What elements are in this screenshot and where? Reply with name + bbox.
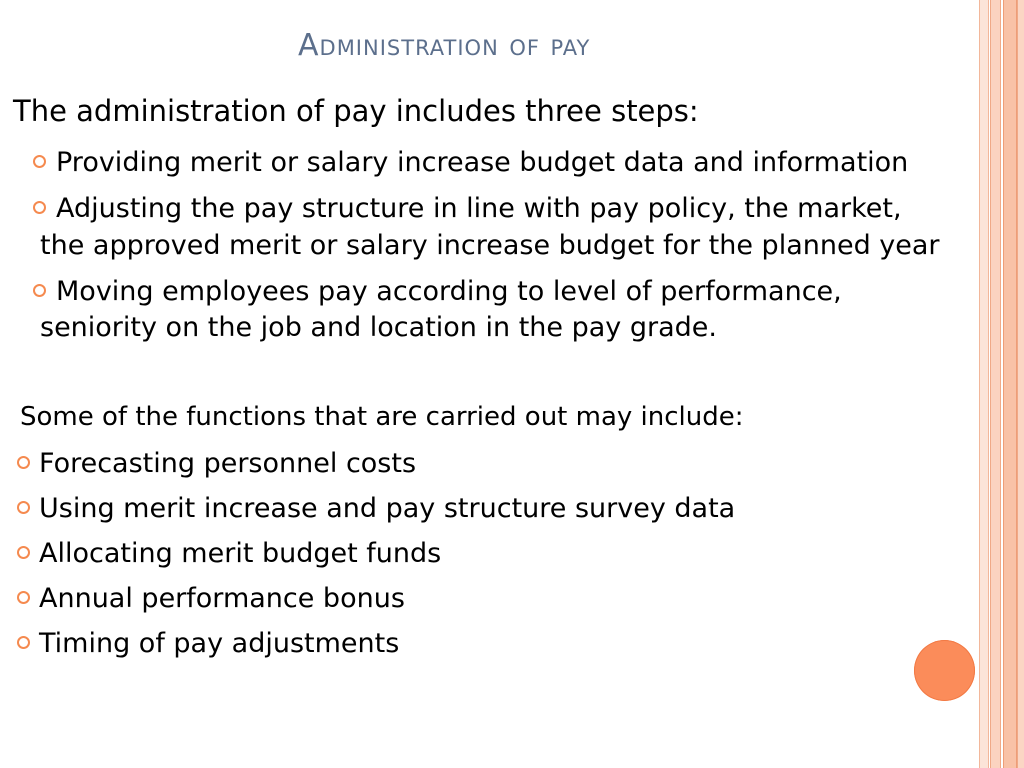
function-item [17, 446, 416, 482]
decorative-stripe [979, 0, 989, 768]
function-item [17, 626, 399, 662]
decorative-stripe [1003, 0, 1017, 768]
function-item [17, 536, 441, 572]
intro-text: The administration of pay includes three steps: [13, 94, 699, 128]
bullet-circle-icon [17, 591, 30, 604]
decorative-circle [914, 640, 975, 701]
functions-heading: Some of the functions that are carried out may include: [20, 402, 744, 432]
bullet-circle-icon [17, 501, 30, 514]
function-text: Using merit increase and pay structure survey data [39, 493, 736, 524]
function-text: Allocating merit budget funds [39, 538, 442, 569]
function-text: Timing of pay adjustments [39, 628, 400, 659]
function-item [17, 581, 405, 617]
step-item [33, 191, 902, 227]
bullet-circle-icon [17, 636, 30, 649]
step-text-continued: seniority on the job and location in the pay grade. [40, 312, 717, 343]
function-text: Annual performance bonus [39, 583, 405, 614]
bullet-circle-icon [17, 546, 30, 559]
decorative-stripe [990, 0, 1001, 768]
function-text: Forecasting personnel costs [39, 448, 417, 479]
step-item [33, 145, 908, 181]
function-item [17, 491, 735, 527]
step-text: Adjusting the pay structure in line with pay policy, the market, [56, 193, 902, 224]
slide-title: Administration of pay [298, 28, 591, 63]
step-text-continued: the approved merit or salary increase budget for the planned year [40, 230, 940, 261]
bullet-circle-icon [33, 284, 46, 297]
decorative-stripe [1017, 0, 1024, 768]
bullet-circle-icon [17, 456, 30, 469]
bullet-circle-icon [33, 155, 46, 168]
step-item [33, 274, 842, 310]
step-text: Moving employees pay according to level of performance, [56, 276, 842, 307]
step-text: Providing merit or salary increase budget data and information [56, 147, 909, 178]
bullet-circle-icon [33, 201, 46, 214]
